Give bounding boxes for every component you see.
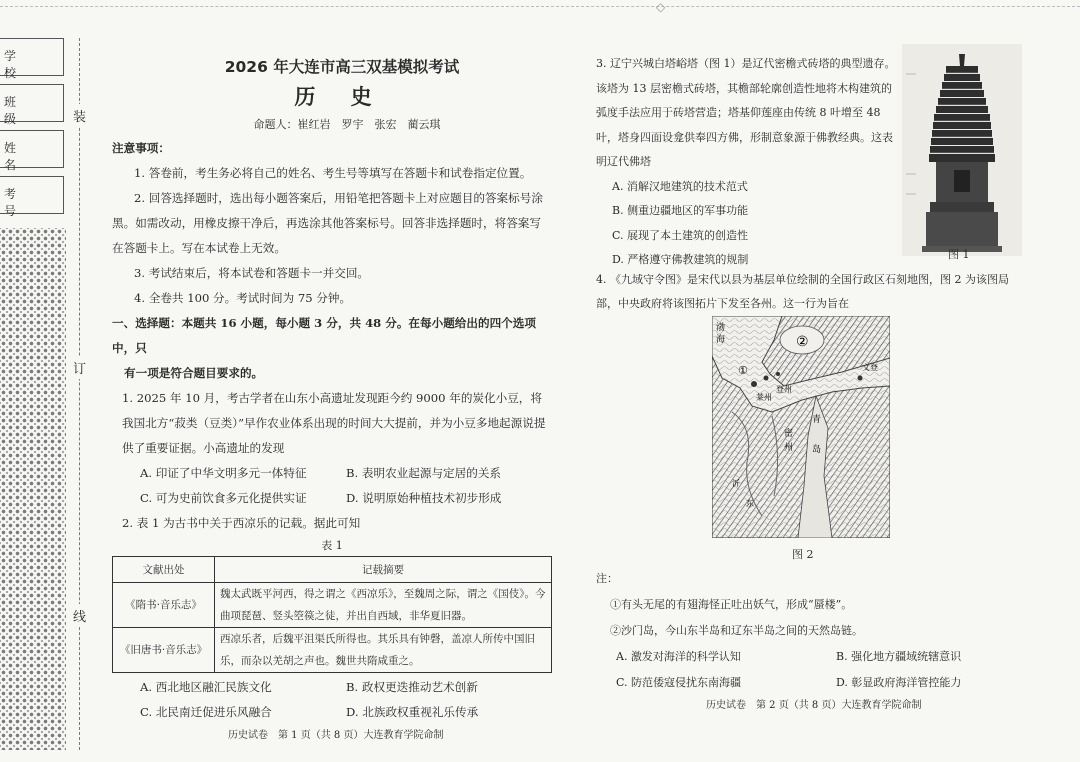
option[interactable]: C. 可为史前饮食多元化提供实证 bbox=[140, 491, 307, 505]
option[interactable]: B. 表明农业起源与定居的关系 bbox=[346, 466, 502, 480]
binding-mark-ding: 订 bbox=[73, 356, 86, 379]
class-label: 班级 bbox=[4, 95, 35, 126]
exam-title: 2026 年大连市高三双基模拟考试 bbox=[224, 58, 460, 76]
table-cell: 西凉乐者，后魏平沮渠氏所得也。其乐具有钟磬，盖凉人所传中国旧乐，而杂以羌胡之声也。魏世共隋咸重之。 bbox=[215, 628, 552, 673]
map-label: ② bbox=[796, 334, 809, 350]
table-row bbox=[113, 628, 552, 673]
page-footer-right: 历史试卷 第 2 页（共 8 页）大连教育学院命制 bbox=[706, 700, 922, 711]
note-item: 2. 回答选择题时，选出每小题答案后，用铅笔把答题卡上对应题目的答案标号涂黑。如需改动，用橡皮擦干净后，再选涂其他答案标号。回答非选择题时，将答案写在答题卡上。写在本试卷上无效。 bbox=[112, 191, 543, 255]
option[interactable]: A. 西北地区融汇民族文化 bbox=[140, 680, 272, 694]
map-label: 文登 bbox=[862, 363, 878, 372]
map-label: 海 bbox=[716, 335, 726, 345]
map-label: 东 bbox=[746, 499, 754, 508]
map-label: ① bbox=[738, 364, 748, 377]
option[interactable]: D. 彰显政府海洋管控能力 bbox=[836, 676, 962, 689]
figure-1-caption: 图 1 bbox=[948, 248, 970, 261]
name-label: 姓名 bbox=[4, 141, 35, 172]
table-header: 记载摘要 bbox=[215, 557, 552, 583]
figure-2-map bbox=[712, 316, 890, 538]
option[interactable]: D. 严格遵守佛教建筑的规制 bbox=[612, 253, 749, 266]
table-row bbox=[113, 583, 552, 628]
question-1-stem: 1. 2025 年 10 月，考古学者在山东小高遗址发现距今约 9000 年的炭化小豆，将我国北方“菽类（豆类）”早作农业体系出现的时间大大提前，并为小豆多地起源说提供了重要证据。小高遗址的发现 bbox=[122, 391, 546, 455]
figure-1-pagoda bbox=[902, 44, 1022, 256]
name-field[interactable] bbox=[0, 130, 64, 172]
top-dashed-line bbox=[0, 6, 1080, 7]
exam-number-field[interactable] bbox=[0, 176, 64, 218]
binding-line bbox=[79, 38, 80, 750]
option[interactable]: B. 政权更迭推动艺术创新 bbox=[346, 680, 478, 694]
question-4-options bbox=[596, 644, 1036, 696]
note-heading: 注： bbox=[596, 572, 618, 585]
page-footer-left: 历史试卷 第 1 页（共 8 页）大连教育学院命制 bbox=[228, 730, 444, 741]
security-pattern bbox=[0, 228, 66, 750]
map-label: 莱州 bbox=[756, 393, 772, 402]
figure-2-caption: 图 2 bbox=[792, 548, 814, 561]
map-note: ②沙门岛，今山东半岛和辽东半岛之间的天然岛链。 bbox=[610, 624, 863, 637]
question-4-notes bbox=[596, 566, 1036, 696]
records-table bbox=[112, 556, 552, 673]
notes-heading: 注意事项： bbox=[112, 141, 170, 155]
exam-number-label: 考号 bbox=[4, 187, 35, 218]
pagoda-image bbox=[902, 44, 1022, 256]
map-label: 登州 bbox=[776, 385, 792, 394]
question-2-options bbox=[112, 675, 552, 725]
map-label: 密 bbox=[784, 429, 794, 439]
section-heading-cont: 有一项是符合题目要求的。 bbox=[124, 366, 264, 380]
map-note: ①有头无尾的有翅海怪正吐出妖气，形成“蜃楼”。 bbox=[610, 598, 853, 611]
option[interactable]: D. 北族政权重视礼乐传承 bbox=[346, 705, 479, 719]
authors-line: 命题人：崔红岩 罗宇 张宏 蔺云琪 bbox=[253, 118, 441, 131]
map-label: 渤 bbox=[716, 323, 726, 333]
option[interactable]: C. 展现了本土建筑的创造性 bbox=[612, 228, 749, 242]
section-heading: 一、选择题：本题共 16 小题，每小题 3 分，共 48 分。在每小题给出的四个选项中，只 bbox=[112, 316, 536, 355]
school-field[interactable] bbox=[0, 38, 64, 80]
subject-title: 历 史 bbox=[294, 85, 386, 109]
map-label: 岛 bbox=[812, 445, 822, 455]
table-cell: 《隋书·音乐志》 bbox=[113, 583, 215, 628]
table-header-row bbox=[113, 557, 552, 583]
option[interactable]: A. 激发对海洋的科学认知 bbox=[616, 650, 741, 663]
note-item: 1. 答卷前，考生务必将自己的姓名、考生号等填写在答题卡和试卷指定位置。 bbox=[134, 166, 532, 180]
table-caption: 表 1 bbox=[321, 539, 343, 552]
option[interactable]: A. 印证了中华文明多元一体特征 bbox=[140, 466, 307, 480]
left-page bbox=[112, 54, 552, 725]
table-cell: 《旧唐书·音乐志》 bbox=[113, 628, 215, 673]
binding-strip bbox=[0, 38, 96, 750]
option[interactable]: C. 防范倭寇侵扰东南海疆 bbox=[616, 676, 742, 689]
option[interactable]: B. 侧重边疆地区的军事功能 bbox=[612, 204, 749, 217]
top-mark-icon: ◇ bbox=[656, 0, 666, 14]
binding-mark-xian: 线 bbox=[73, 604, 86, 627]
table-cell: 魏太武既平河西，得之谓之《西凉乐》，至魏周之际，谓之《国伎》。今曲项琵琶、竖头箜篌之徒，并出自西域，非华夏旧器。 bbox=[215, 583, 552, 628]
map-label: 州 bbox=[784, 443, 794, 453]
option[interactable]: D. 说明原始种植技术初步形成 bbox=[346, 491, 502, 505]
question-1-options bbox=[112, 461, 552, 511]
table-header: 文献出处 bbox=[113, 557, 215, 583]
binding-mark-zhuang: 装 bbox=[73, 104, 86, 127]
question-2-stem: 2. 表 1 为古书中关于西凉乐的记载。据此可知 bbox=[122, 516, 361, 530]
question-4-stem: 4. 《九域守令图》是宋代以县为基层单位绘制的全国行政区石刻地图，图 2 为该图局部，中央政府将该图拓片下发至各州。这一行为旨在 bbox=[596, 273, 1009, 310]
school-label: 学校 bbox=[4, 49, 35, 80]
question-3-stem: 3. 辽宁兴城白塔峪塔（图 1）是辽代密檐式砖塔的典型遗存。该塔为 13 层密檐式砖塔，其檐部轮廓创造性地将木构建筑的弧度手法应用于砖塔营造；塔基仰莲座由传统 8 叶增至 48 叶，塔身四面设龛供奉四方佛，形制意象源于佛教经典。这表明辽代佛塔 bbox=[596, 57, 896, 168]
map-image bbox=[712, 316, 890, 538]
map-label: 青 bbox=[812, 415, 822, 425]
note-item: 4. 全卷共 100 分。考试时间为 75 分钟。 bbox=[134, 291, 352, 305]
class-field[interactable] bbox=[0, 84, 64, 126]
option[interactable]: B. 强化地方疆域统辖意识 bbox=[836, 650, 962, 663]
note-item: 3. 考试结束后，将本试卷和答题卡一并交回。 bbox=[134, 266, 370, 280]
option[interactable]: A. 消解汉地建筑的技术范式 bbox=[612, 179, 748, 193]
option[interactable]: C. 北民南迁促进乐风融合 bbox=[140, 705, 272, 719]
map-label: 沂 bbox=[732, 479, 740, 488]
